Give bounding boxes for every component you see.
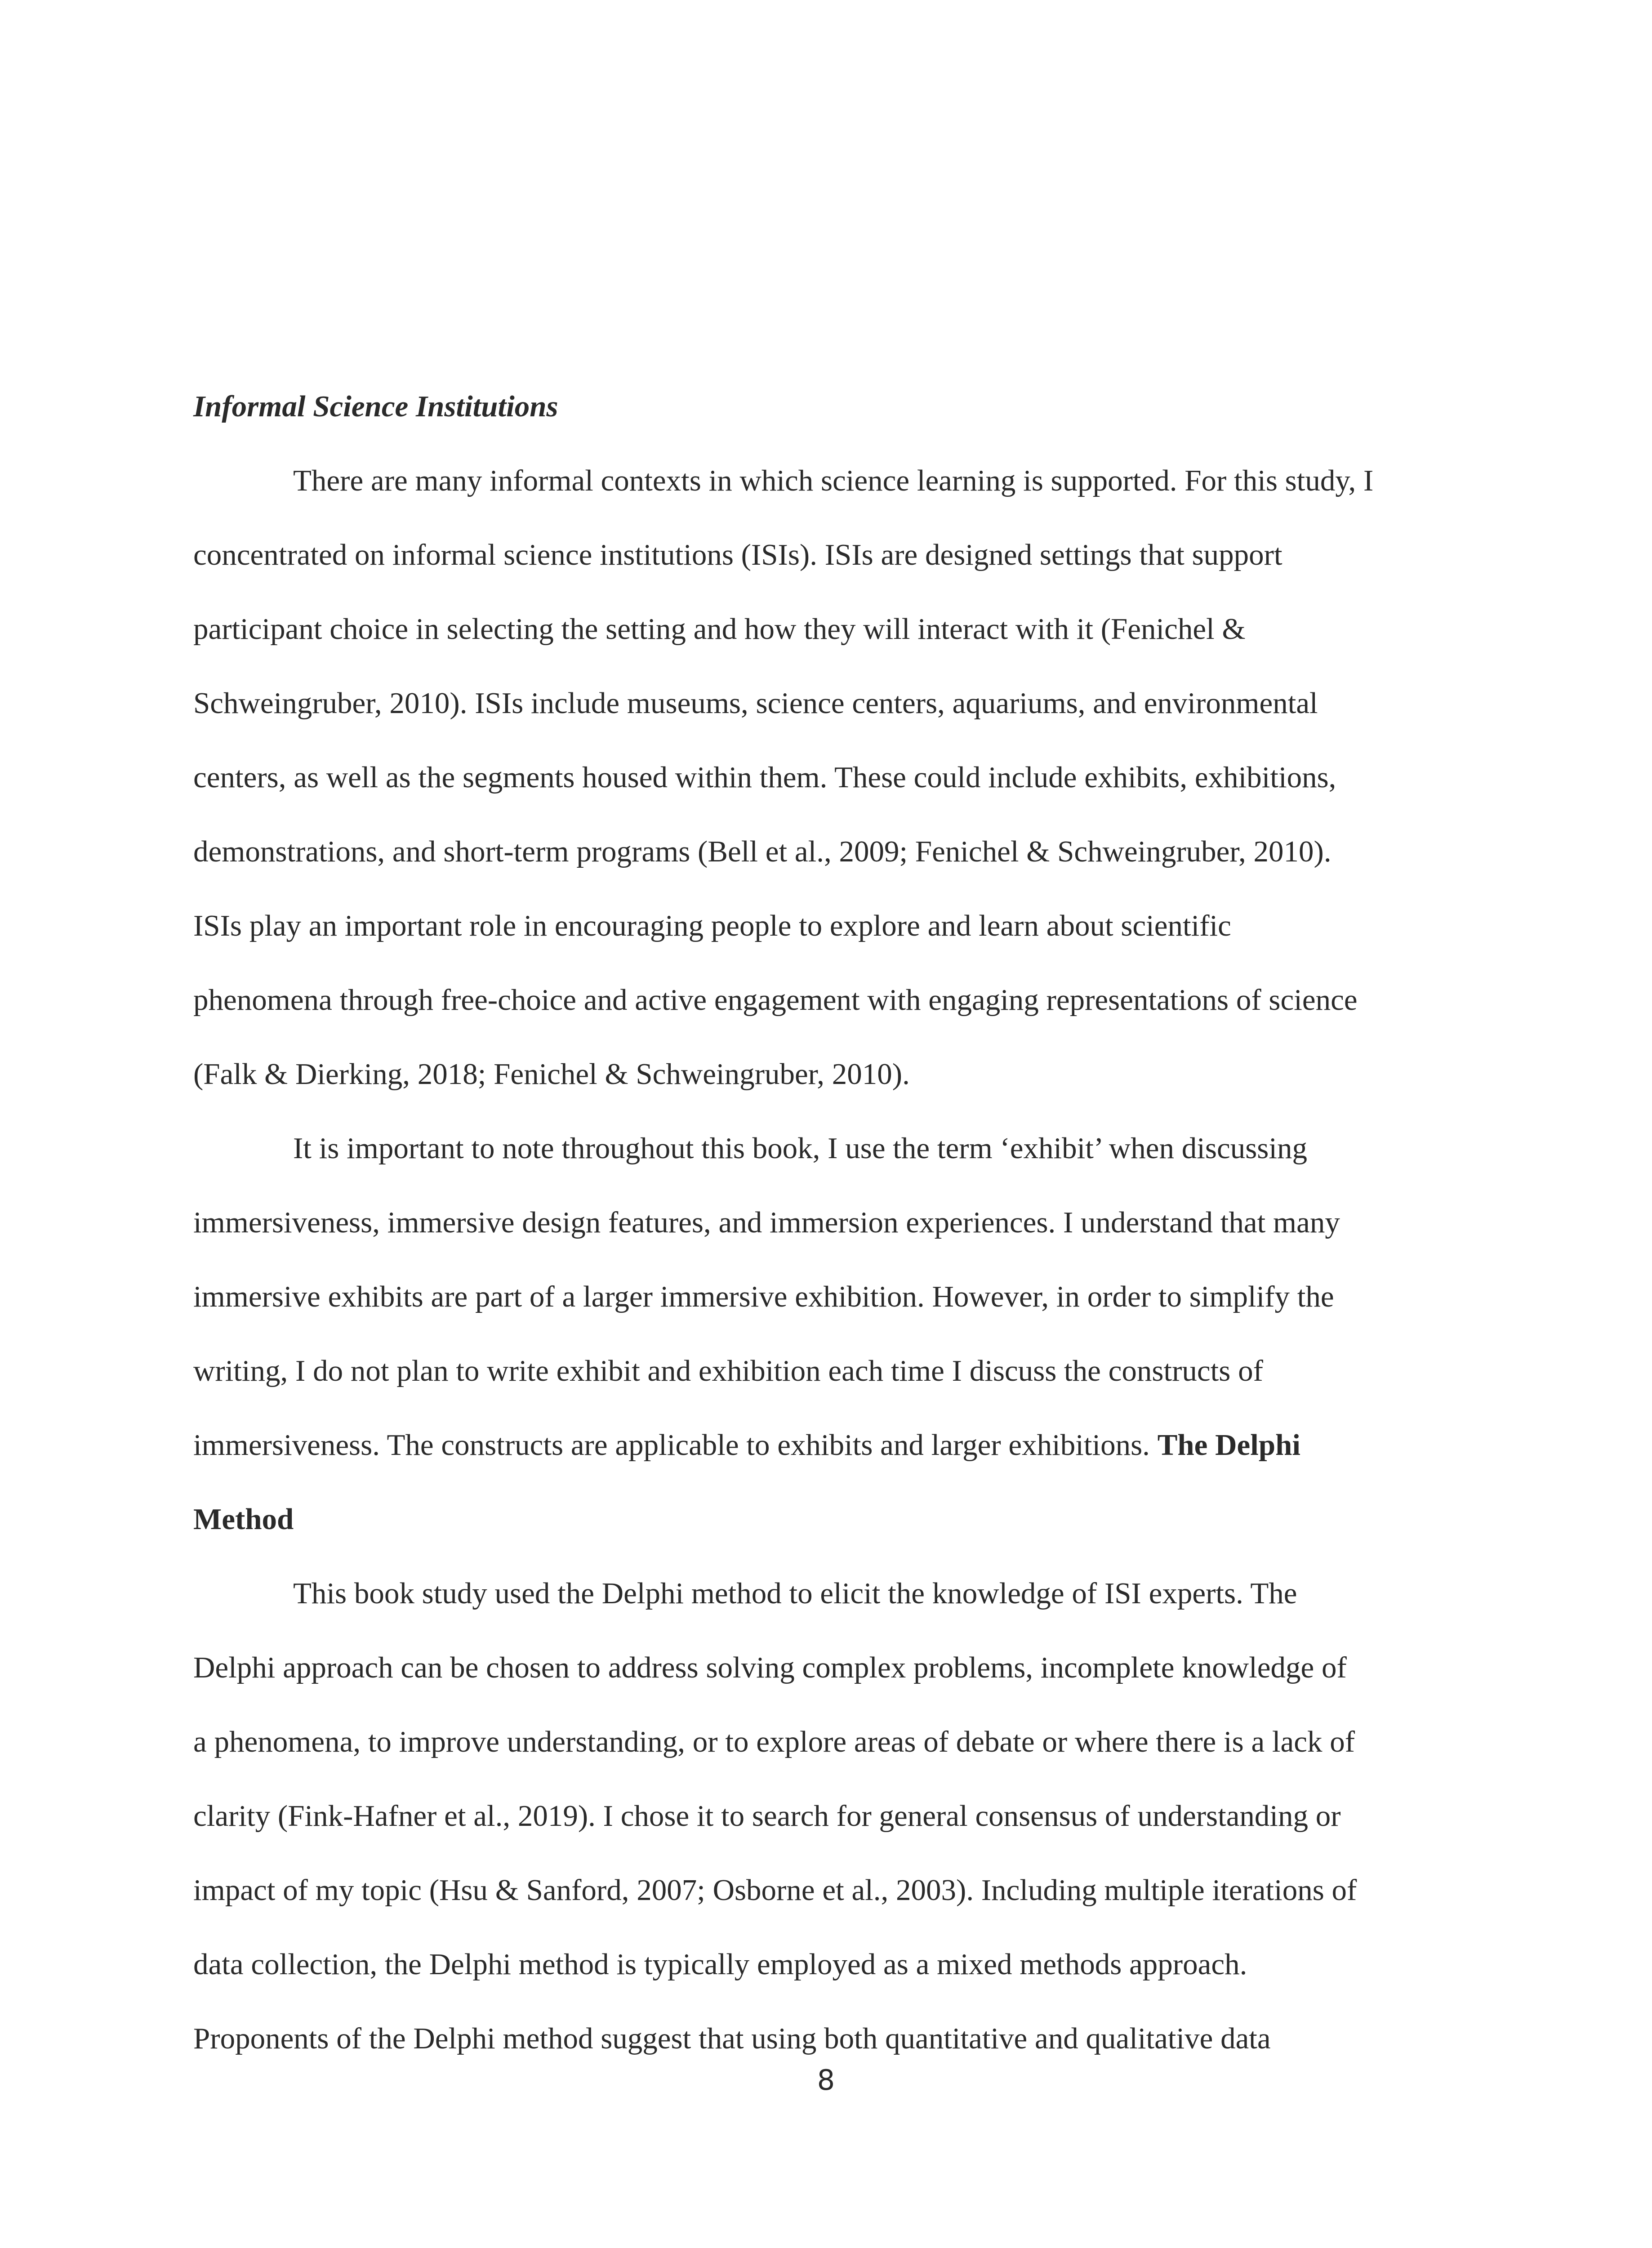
paragraph-informal-contexts: There are many informal contexts in which science learning is supported. For this study, I concentrated on informal science institutions (ISIs). ISIs are designed settings that support participant choice in selecting the setting and how they will interact with it (Fenichel & Schweingruber, 2010). ISIs include museums, science centers, aquariums, and environmental centers, as well as the segments housed within them. These could include exhibits, exhibitions, demonstrations, and short-term programs (Bell et al., 2009; Fenichel & Schweingruber, 2010). ISIs play an important role in encouraging people to explore and learn about scientific phenomena through free-choice and active engagement with engaging representations of science (Falk & Dierking, 2018; Fenichel & Schweingruber, 2010). — [193, 464, 1374, 1091]
section-heading: Informal Science Institutions — [193, 390, 558, 423]
paragraph-delphi-method: This book study used the Delphi method to elicit the knowledge of ISI experts. The Delphi approach can be chosen to address solving complex problems, incomplete knowledge of a phenomena, to improve understanding, or to explore areas of debate or where there is a lack of clarity (Fink-Hafner et al., 2019). I chose it to search for general consensus of understanding or impact of my topic (Hsu & Sanford, 2007; Osborne et al., 2003). Including multiple iterations of data collection, the Delphi method is typically employed as a mixed methods approach. Proponents of the Delphi method suggest that using both quantitative and qualitative data — [193, 1577, 1357, 2055]
delphi-method-heading: The Delphi Method — [193, 1428, 1301, 1536]
page-number: 8 — [817, 2064, 835, 2096]
paragraph-exhibit-term-text: It is important to note throughout this book, I use the term ‘exhibit’ when discussing immersiveness, immersive design features, and immersion experiences. I understand that many immersive exhibits are part of a larger immersive exhibition. However, in order to simplify the writing, I do not plan to write exhibit and exhibition each time I discuss the constructs of immersiveness. The constructs are applicable to exhibits and larger exhibitions. — [193, 1132, 1340, 1462]
paragraph-exhibit-term — [193, 1111, 1452, 1557]
body-text — [193, 370, 1452, 2076]
